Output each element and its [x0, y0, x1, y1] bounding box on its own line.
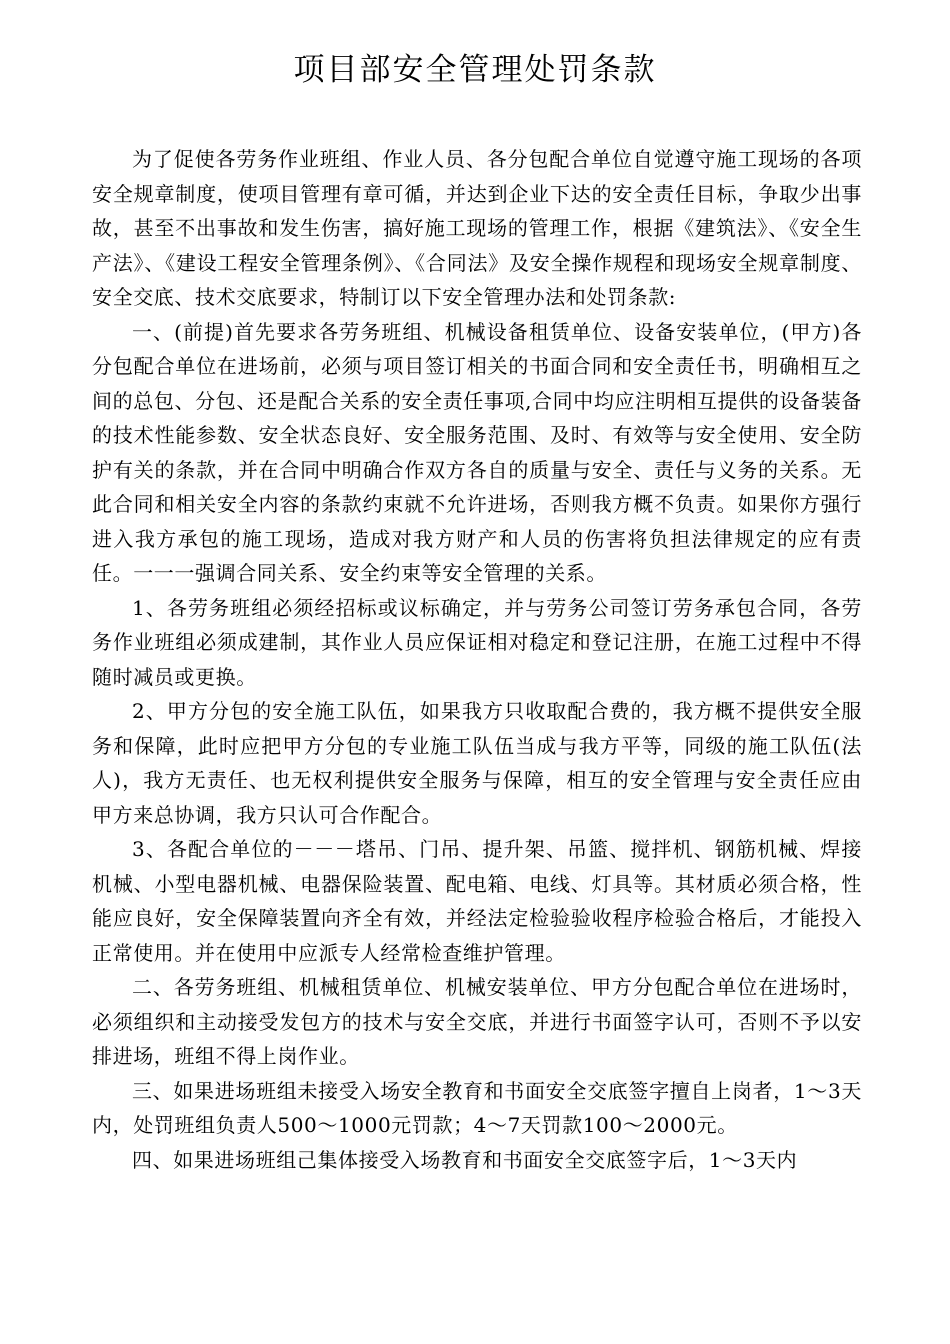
paragraph-section-2: 二、各劳务班组、机械租赁单位、机械安装单位、甲方分包配合单位在进场时，必须组织和主动接受发包方的技术与安全交底，并进行书面签字认可，否则不予以安排进场，班组不得上岗作业。: [92, 975, 862, 1068]
document-body: [92, 142, 862, 1177]
paragraph-section-3: 三、如果进场班组未接受入场安全教育和书面安全交底签字擅自上岗者，1～3天内，处罚班组负责人500～1000元罚款；4～7天罚款100～2000元。: [92, 1078, 862, 1137]
paragraph-section-4: 四、如果进场班组己集体接受入场教育和书面安全交底签字后，1～3天内: [132, 1147, 798, 1172]
paragraph-item-1: 1、各劳务班组必须经招标或议标确定，并与劳务公司签订劳务承包合同，各劳务作业班组必须成建制，其作业人员应保证相对稳定和登记注册，在施工过程中不得随时减员或更换。: [92, 595, 862, 689]
paragraph-section-1: 一、(前提)首先要求各劳务班组、机械设备租赁单位、设备安装单位，(甲方)各分包配合单位在进场前，必须与项目签订相关的书面合同和安全责任书，明确相互之间的总包、分包、还是配合关系的安全责任事项,合同中均应注明相互提供的设备装备的技术性能参数、安全状态良好、安全服务范围、及时、有效等与安全使用、安全防护有关的条款，并在合同中明确合作双方各自的质量与安全、责任与义务的关系。无此合同和相关安全内容的条款约束就不允许进场，否则我方概不负责。如果你方强行进入我方承包的施工现场，造成对我方财产和人员的伤害将负担法律规定的应有责任。一一一强调合同关系、安全约束等安全管理的关系。: [92, 319, 862, 585]
document-title: 项目部安全管理处罚条款: [293, 52, 657, 88]
paragraph-item-3: 3、各配合单位的－－－塔吊、门吊、提升架、吊篮、搅拌机、钢筋机械、焊接机械、小型电器机械、电器保险装置、配电箱、电线、灯具等。其材质必须合格，性能应良好，安全保障装置向齐全有效，并经法定检验验收程序检验合格后，才能投入正常使用。并在使用中应派专人经常检查维护管理。: [92, 837, 862, 965]
paragraph-item-2: 2、甲方分包的安全施工队伍，如果我方只收取配合费的，我方概不提供安全服务和保障，此时应把甲方分包的专业施工队伍当成与我方平等，同级的施工队伍(法人)，我方无责任、也无权利提供安全服务与保障，相互的安全管理与安全责任应由甲方来总协调，我方只认可合作配合。: [92, 699, 862, 827]
paragraph-intro: 为了促使各劳务作业班组、作业人员、各分包配合单位自觉遵守施工现场的各项安全规章制度，使项目管理有章可循，并达到企业下达的安全责任目标，争取少出事故，甚至不出事故和发生伤害，搞好施工现场的管理工作，根据《建筑法》、《安全生产法》、《建设工程安全管理条例》、《合同法》及安全操作规程和现场安全规章制度、安全交底、技术交底要求，特制订以下安全管理办法和处罚条款:: [92, 147, 862, 309]
